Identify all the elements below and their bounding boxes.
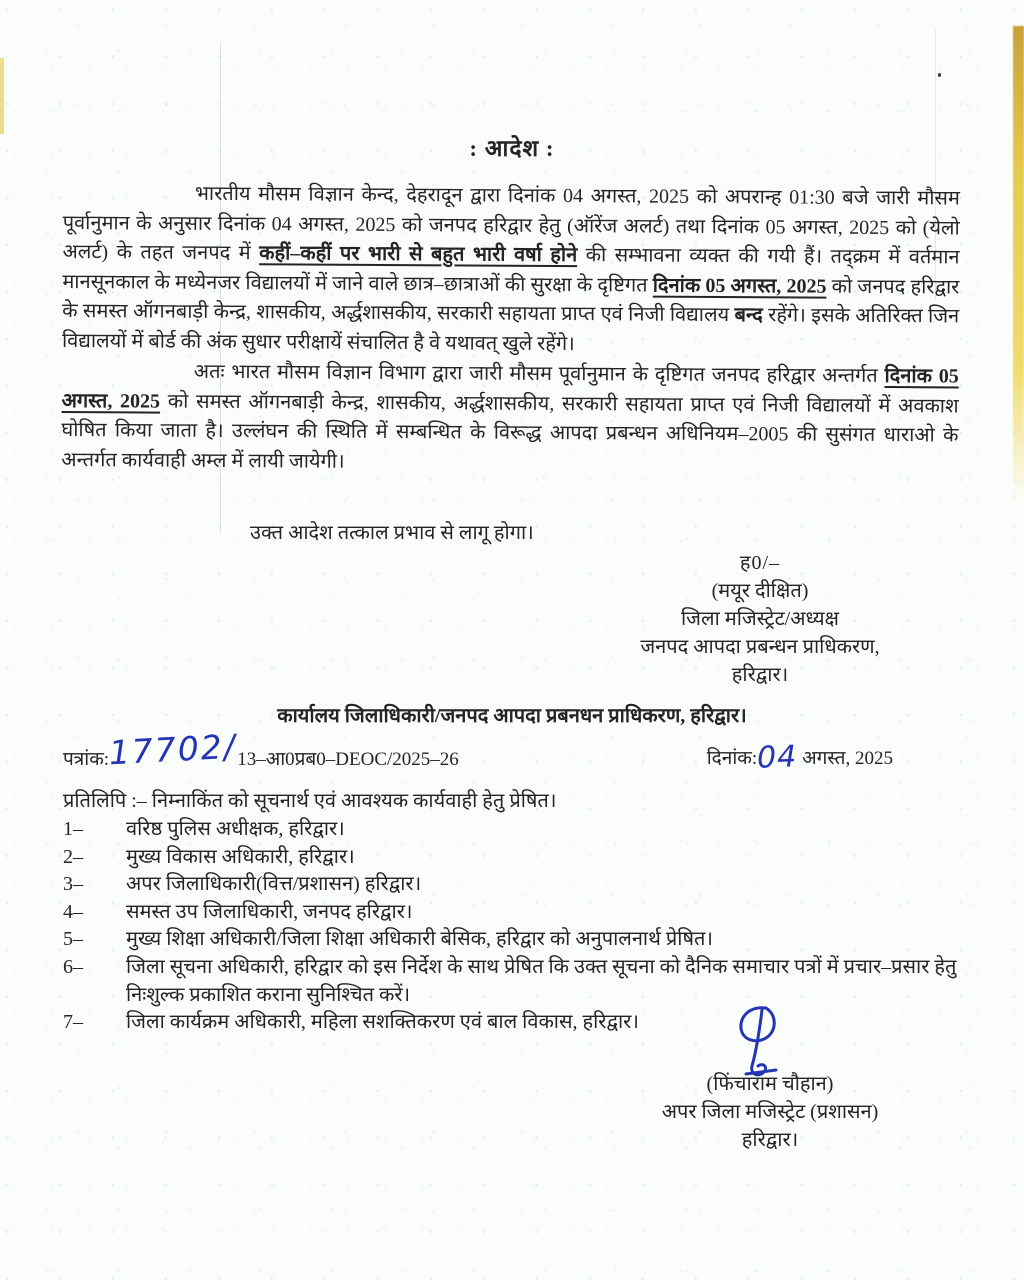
recipient-text: वरिष्ठ पुलिस अधीक्षक, हरिद्वार। bbox=[126, 818, 345, 840]
signatory-designation: जिला मजिस्ट्रेट/अध्यक्ष bbox=[681, 608, 839, 630]
date-suffix: अगस्त, 2025 bbox=[802, 748, 893, 769]
effective-immediately-line: उक्त आदेश तत्काल प्रभाव से लागू होगा। bbox=[250, 522, 534, 544]
letter-date bbox=[706, 739, 893, 776]
recipient-row-6 bbox=[63, 954, 973, 1009]
signatory-organisation: जनपद आपदा प्रबन्धन प्राधिकरण, bbox=[640, 636, 880, 658]
para1-run-3-emphasis: दिनांक 05 अगस्त, 2025 bbox=[652, 274, 827, 298]
para1-run-4: को जनपद हरिद्वार के समस्त ऑगनबाड़ी केन्द्र, शासकीय, अर्द्धशासकीय, सरकारी सहायता प्राप्त एवं निजी विद्यालय bbox=[62, 275, 960, 327]
order-paragraph-2 bbox=[61, 357, 959, 480]
office-heading: कार्यालय जिलाधिकारी/जनपद आपदा प्रबनधन प्राधिकरण, हरिद्वार। bbox=[277, 705, 747, 727]
recipient-number: 1– bbox=[63, 818, 83, 840]
signatory-designation: अपर जिला मजिस्ट्रेट (प्रशासन) bbox=[661, 1101, 879, 1123]
order-body bbox=[61, 179, 960, 480]
reference-line bbox=[63, 726, 893, 788]
signed-abbreviation: ह0/– bbox=[739, 552, 781, 574]
copy-heading: प्रतिलिपि :– निम्नाकिंत को सूचनार्थ एवं आवश्यक कार्यवाही हेतु प्रेषित। bbox=[63, 790, 557, 812]
recipient-text: जिला कार्यक्रम अधिकारी, महिला सशक्तिकरण एवं बाल विकास, हरिद्वार। bbox=[126, 1011, 639, 1034]
recipient-number: 7– bbox=[63, 1011, 83, 1034]
letter-number-label: पत्रांक: bbox=[63, 749, 110, 770]
para1-run-6: रहेंगे। इसके अतिरिक्त जिन विद्यालयों में बोर्ड की अंक सुधार परीक्षायें संचालित है वे यथावत् खुले रहेंगे। bbox=[61, 304, 960, 355]
recipient-row-1 bbox=[63, 816, 973, 844]
signature-block-additional-district-magistrate bbox=[610, 1070, 930, 1154]
scan-speck bbox=[938, 73, 941, 77]
letter-number bbox=[63, 726, 459, 773]
letter-number-suffix: 13–आ0प्रब0–DEOC/2025–26 bbox=[237, 749, 459, 770]
signatory-place: हरिद्वार। bbox=[731, 664, 789, 686]
handwritten-letter-number: 17702/ bbox=[107, 726, 238, 773]
recipient-row-2 bbox=[63, 844, 973, 872]
recipient-text: जिला सूचना अधिकारी, हरिद्वार को इस निर्देश के साथ प्रेषित कि उक्त सूचना को दैनिक समाचार पत्रों में प्रचार–प्रसार हेतु निःशुल्क प्रकाशित कराना सुनिश्चित करें। bbox=[126, 955, 957, 1006]
para1-run-1-emphasis: कहीं–कहीं पर भारी से बहुत भारी वर्षा होने bbox=[259, 242, 578, 267]
para2-run-0: अतः भारत मौसम विज्ञान विभाग द्वारा जारी मौसम पूर्वानुमान के दृष्टिगत जनपद हरिद्वार अन्तर्गत bbox=[193, 360, 885, 388]
para1-run-5-bold: बन्द bbox=[734, 304, 763, 327]
para2-run-1-emphasis: दिनांक 05 अगस्त, 2025 bbox=[61, 365, 959, 413]
recipient-text: अपर जिलाधिकारी(वित्त/प्रशासन) हरिद्वार। bbox=[126, 873, 422, 896]
recipient-row-7 bbox=[63, 1009, 973, 1037]
recipient-list bbox=[63, 816, 973, 1037]
date-label: दिनांक: bbox=[706, 748, 758, 769]
para1-run-0: भारतीय मौसम विज्ञान केन्द, देहरादून द्वारा दिनांक 04 अगस्त, 2025 को अपरान्ह 01:30 बजे जारी मौसम पूर्वानुमान के अनुसार दिनांक 04 अगस्त, 2025 को जनपद हरिद्वार हेतु (ऑरेंज अलर्ट) तथा दिनांक 05 अगस्त, 2025 को (येलो अलर्ट) के तहत जनपद में bbox=[62, 182, 960, 265]
signatory-place: हरिद्वार। bbox=[741, 1129, 799, 1151]
recipient-number: 4– bbox=[63, 900, 83, 923]
scan-edge-yellow-left bbox=[0, 58, 4, 134]
recipient-text: मुख्य विकास अधिकारी, हरिद्वार। bbox=[126, 845, 355, 868]
handwritten-date: 04 bbox=[756, 739, 798, 776]
recipient-text: समस्त उप जिलाधिकारी, जनपद हरिद्वार। bbox=[126, 900, 413, 923]
recipient-row-5 bbox=[63, 926, 973, 954]
para2-run-2: को समस्त ऑगनबाड़ी केन्द्र, शासकीय, अर्द्धशासकीय, सरकारी सहायता प्राप्त एवं निजी विद्यालयों में अवकाश घोषित किया जाता है। उल्लंघन की स्थिति में सम्बन्धित के विरूद्ध आपदा प्रबन्धन अधिनियम–2005 की सुसंगत धाराओ के अन्तर्गत कार्यवाही अम्ल में लायी जायेगी। bbox=[61, 390, 959, 473]
recipient-number: 2– bbox=[63, 845, 83, 868]
order-paragraph-1 bbox=[62, 179, 960, 361]
order-title: : आदेश : bbox=[469, 136, 555, 161]
signatory-name: (मयूर दीक्षित) bbox=[711, 580, 809, 602]
recipient-row-4 bbox=[63, 899, 973, 927]
recipient-number: 6– bbox=[63, 955, 83, 978]
para1-run-2: की सम्भावना व्यक्त की गयी हैं। तद्क्रम में वर्तमान मानसूनकाल के मध्येनजर विद्यालयों में जाने वाले छात्र–छात्राओं की सुरक्षा के दृष्टिगत bbox=[62, 244, 960, 297]
recipient-number: 3– bbox=[63, 873, 83, 896]
recipient-number: 5– bbox=[63, 928, 83, 951]
recipient-row-3 bbox=[63, 871, 973, 899]
scan-edge-yellow-right bbox=[1013, 26, 1024, 501]
recipient-text: मुख्य शिक्षा अधिकारी/जिला शिक्षा अधिकारी बेसिक, हरिद्वार को अनुपालनार्थ प्रेषित। bbox=[126, 928, 713, 951]
signatory-name: (फिंचाराम चौहान) bbox=[706, 1073, 834, 1095]
signature-block-district-magistrate bbox=[600, 549, 920, 689]
